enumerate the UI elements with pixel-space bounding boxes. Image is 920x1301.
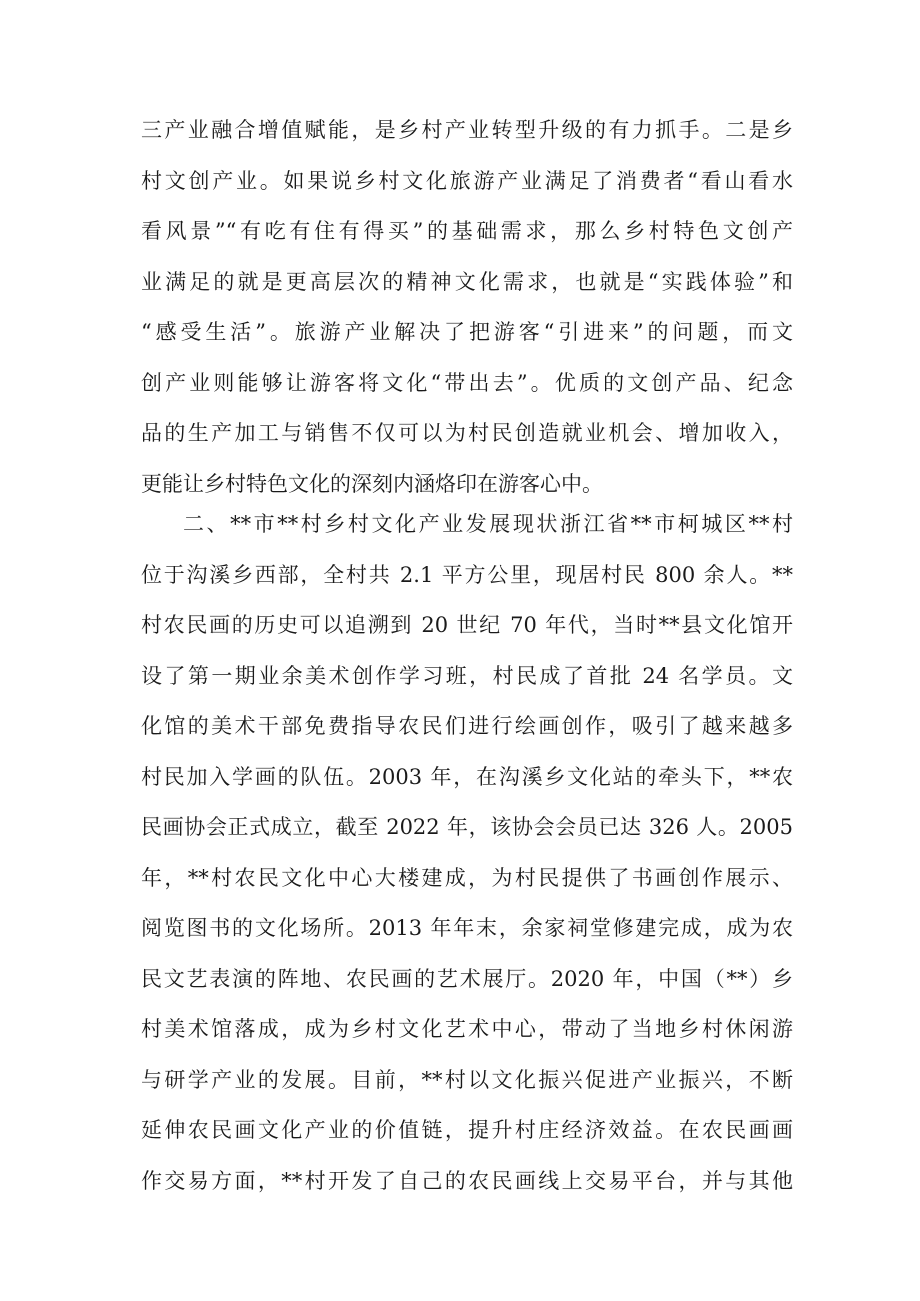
text-line: 年，**村农民文化中心大楼建成，为村民提供了书画创作展示、	[141, 865, 793, 890]
text-line: 与研学产业的发展。目前，**村以文化振兴促进产业振兴，不断	[141, 1067, 793, 1092]
text-line: 位于沟溪乡西部，全村共 2.1 平方公里，现居村民 800 余人。**	[141, 562, 793, 587]
text-line: 村民加入学画的队伍。2003 年，在沟溪乡文化站的牵头下，**农	[141, 764, 793, 789]
text-line: 民画协会正式成立，截至 2022 年，该协会会员已达 326 人。2005	[141, 815, 793, 839]
text-line: 看风景”“有吃有住有得买”的基础需求，那么乡村特色文创产	[141, 219, 793, 243]
text-line: 品的生产加工与销售不仅可以为村民创造就业机会、增加收入，	[141, 421, 793, 445]
section-heading-line: 二、**市**村乡村文化产业发展现状浙江省**市柯城区**村	[183, 512, 793, 536]
paragraph-village-status	[141, 499, 793, 1206]
text-line: 延伸农民画文化产业的价值链，提升村庄经济效益。在农民画画	[141, 1118, 793, 1142]
text-line: 村美术馆落成，成为乡村文化艺术中心，带动了当地乡村休闲游	[141, 1017, 793, 1041]
text-line: 业满足的就是更高层次的精神文化需求，也就是“实践体验”和	[141, 269, 793, 294]
text-line: “感受生活”。旅游产业解决了把游客“引进来”的问题，而文	[141, 320, 793, 344]
text-line: 化馆的美术干部免费指导农民们进行绘画创作，吸引了越来越多	[141, 714, 793, 738]
text-line: 设了第一期业余美术创作学习班，村民成了首批 24 名学员。文	[141, 663, 793, 688]
paragraph-rural-industry	[141, 105, 793, 509]
text-line: 更能让乡村特色文化的深刻内涵烙印在游客心中。	[141, 471, 603, 496]
text-line: 阅览图书的文化场所。2013 年年末，余家祠堂修建完成，成为农	[141, 916, 793, 940]
text-line: 创产业则能够让游客将文化“带出去”。优质的文创产品、纪念	[141, 370, 793, 395]
text-line: 村农民画的历史可以追溯到 20 世纪 70 年代，当时**县文化馆开	[141, 613, 793, 637]
text-line: 作交易方面，**村开发了自己的农民画线上交易平台，并与其他	[141, 1168, 793, 1193]
text-line: 民文艺表演的阵地、农民画的艺术展厅。2020 年，中国（**）乡	[141, 966, 793, 991]
text-line: 三产业融合增值赋能，是乡村产业转型升级的有力抓手。二是乡	[141, 118, 793, 142]
text-line: 村文创产业。如果说乡村文化旅游产业满足了消费者“看山看水	[141, 168, 793, 193]
